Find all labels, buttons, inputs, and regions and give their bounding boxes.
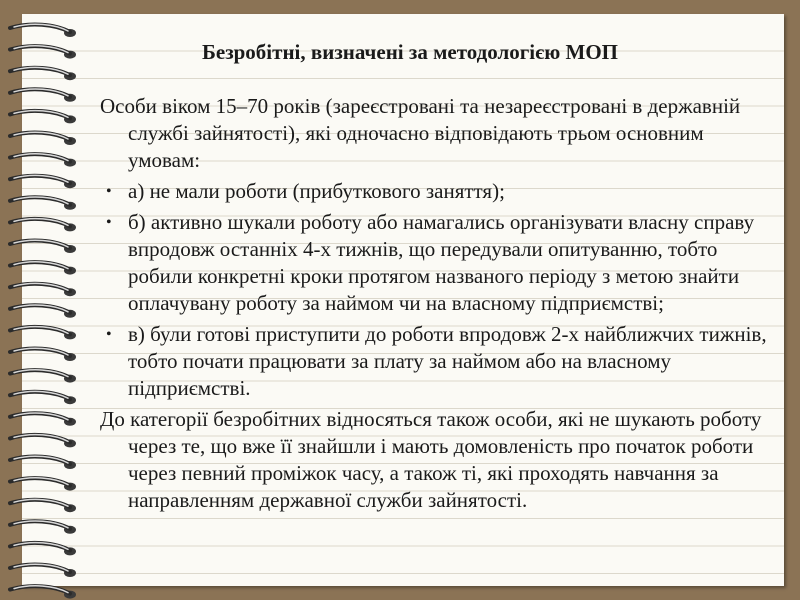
spiral-ring-icon: [10, 305, 76, 318]
spiral-ring-icon: [10, 24, 76, 37]
bullet-item: [100, 321, 780, 402]
bullet-icon: •: [106, 183, 112, 200]
bullet-icon: •: [106, 214, 112, 231]
spiral-ring-icon: [10, 370, 76, 383]
spiral-ring-icon: [10, 435, 76, 448]
slide-title: Безробітні, визначені за методологією МОП: [201, 40, 618, 64]
spiral-ring-icon: [10, 46, 76, 59]
spiral-ring-icon: [10, 89, 76, 102]
spiral-ring-icon: [10, 283, 76, 296]
spiral-ring-icon: [10, 175, 76, 188]
spiral-ring-icon: [10, 543, 76, 556]
spiral-ring-icon: [10, 521, 76, 534]
intro-paragraph: Особи віком 15–70 років (зареєстровані та незареєстровані в державній службі зайнятості), які одночасно відповідають трьом основним умовам:: [100, 94, 741, 172]
spiral-ring-icon: [10, 154, 76, 167]
spiral-ring-icon: [10, 456, 76, 469]
bullet-text: в) були готові приступити до роботи впродовж 2-х найближчих тижнів, тобто почати працювати за плату за наймом або на власному підприємстві.: [128, 322, 767, 400]
spiral-ring-icon: [10, 564, 76, 577]
spiral-ring-icon: [10, 240, 76, 253]
spiral-ring-icon: [10, 197, 76, 210]
spiral-ring-icon: [10, 413, 76, 426]
spiral-ring-icon: [10, 348, 76, 361]
outro-paragraph: До категорії безробітних відносяться також особи, які не шукають роботу через те, що вже її знайшли і мають домовленість про початок роботи через певний проміжок часу, а також ті, які проходять навчання за направленням державної служби зайнятості.: [100, 407, 762, 512]
spiral-ring-icon: [10, 67, 76, 80]
spiral-ring-icon: [10, 586, 76, 599]
spiral-ring-icon: [10, 478, 76, 491]
bullet-text: б) активно шукали роботу або намагались організувати власну справу впродовж останніх 4-х тижнів, що передували опитуванню, тобто робили конкретні кроки протягом названого періоду з метою знайти оплачувану роботу за наймом чи на власному підприємстві;: [128, 210, 755, 315]
spiral-ring-icon: [10, 262, 76, 275]
slide-body: [100, 93, 780, 514]
bullet-item: [100, 209, 780, 317]
spiral-ring-icon: [10, 391, 76, 404]
spiral-ring-icon: [10, 219, 76, 232]
spiral-ring-icon: [10, 499, 76, 512]
spiral-ring-icon: [10, 111, 76, 124]
bullet-item: [100, 178, 780, 205]
spiral-ring-icon: [10, 327, 76, 340]
spiral-ring-icon: [10, 132, 76, 145]
bullet-icon: •: [106, 326, 112, 343]
spiral-binding: [0, 0, 90, 600]
bullet-text: а) не мали роботи (прибуткового заняття);: [128, 179, 505, 203]
